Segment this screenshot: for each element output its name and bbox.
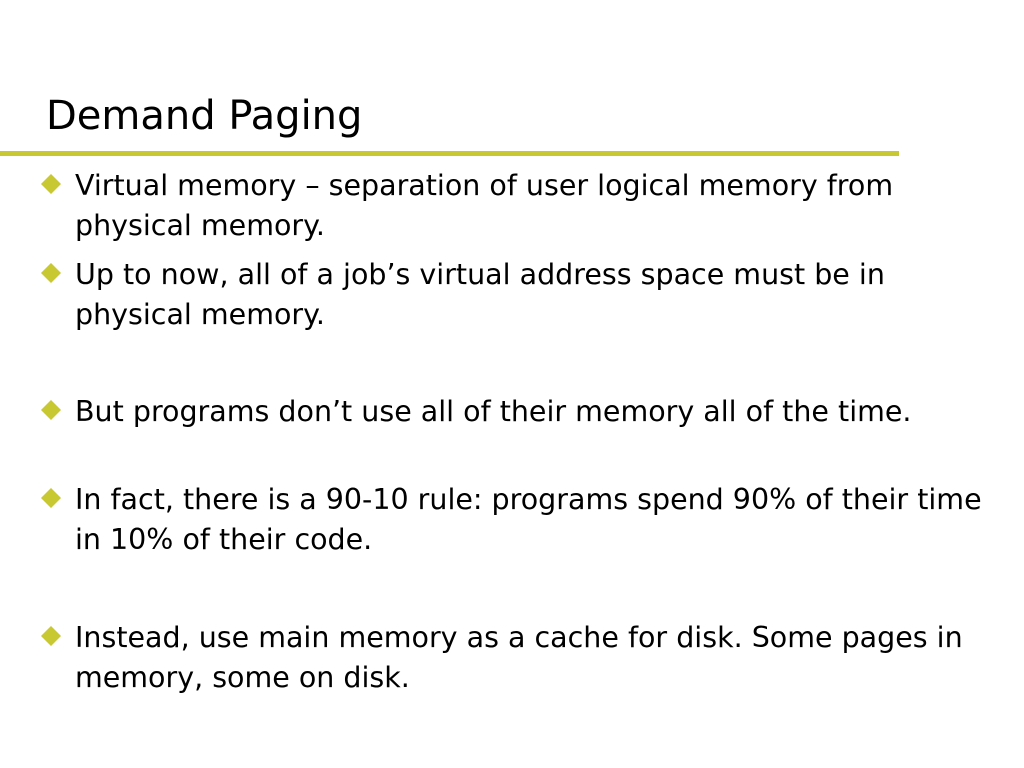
bullet-text: Instead, use main memory as a cache for disk. Some pages in memory, some on disk. <box>75 621 963 694</box>
diamond-icon <box>40 487 62 509</box>
diamond-icon <box>40 625 62 647</box>
slide-title: Demand Paging <box>46 93 363 139</box>
bullet-text: But programs don’t use all of their memory all of the time. <box>75 395 912 428</box>
title-underline <box>0 151 899 156</box>
diamond-icon <box>40 173 62 195</box>
diamond-icon <box>40 262 62 284</box>
bullet-text: Virtual memory – separation of user logical memory from physical memory. <box>75 169 894 242</box>
bullet-text: In fact, there is a 90-10 rule: programs spend 90% of their time in 10% of their code. <box>75 483 982 556</box>
bullet-text: Up to now, all of a job’s virtual address space must be in physical memory. <box>75 258 885 331</box>
diamond-icon <box>40 399 62 421</box>
